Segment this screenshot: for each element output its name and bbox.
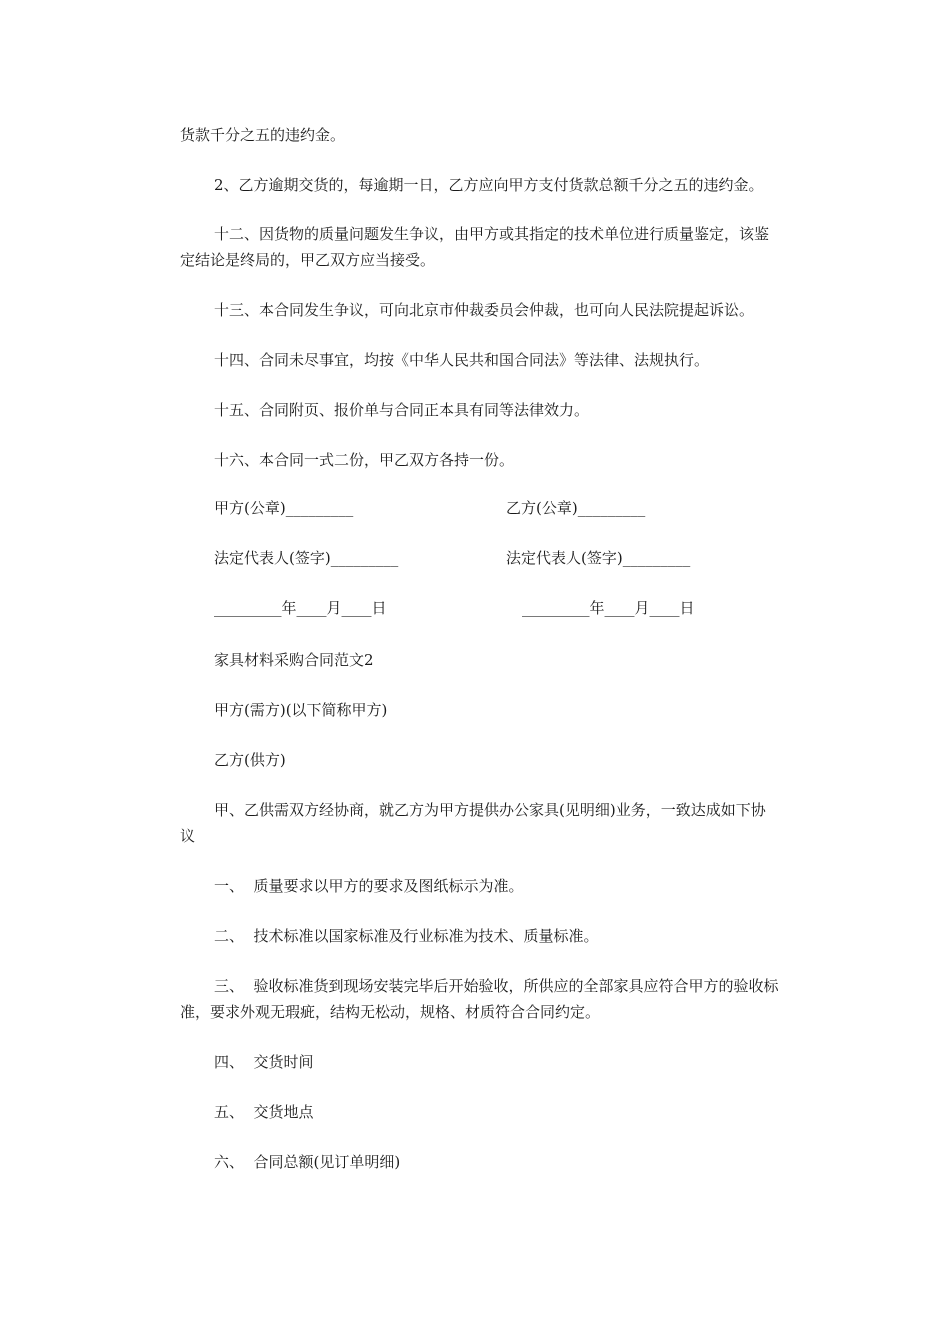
- party-b-date: _________年____月____日: [522, 599, 695, 617]
- agreement-intro: 甲、乙供需双方经协商，就乙方为甲方提供办公家具(见明细)业务，一致达成如下协议: [180, 801, 766, 845]
- signature-representative-row: [214, 547, 780, 573]
- paragraph-late-delivery: 2、乙方逾期交货的，每逾期一日，乙方应向甲方支付货款总额千分之五的违约金。: [214, 176, 764, 194]
- clause-delivery-place: 五、 交货地点: [214, 1103, 314, 1121]
- paragraph-clause-12: 十二、因货物的质量问题发生争议，由甲方或其指定的技术单位进行质量鉴定，该鉴定结论是终局的，甲乙双方应当接受。: [180, 225, 770, 269]
- paragraph-clause-15: 十五、合同附页、报价单与合同正本具有同等法律效力。: [214, 401, 590, 419]
- party-a-seal: 甲方(公章)_________: [214, 499, 354, 517]
- party-a-line: 甲方(需方)(以下简称甲方): [214, 701, 388, 719]
- party-a-date: _________年____月____日: [214, 599, 387, 617]
- signature-date-row: [214, 597, 780, 623]
- party-b-seal: 乙方(公章)_________: [506, 499, 646, 517]
- clause-contract-total: 六、 合同总额(见订单明细): [214, 1153, 401, 1171]
- clause-quality: 一、 质量要求以甲方的要求及图纸标示为准。: [214, 877, 524, 895]
- paragraph-clause-13: 十三、本合同发生争议，可向北京市仲裁委员会仲裁，也可向人民法院提起诉讼。: [214, 301, 755, 319]
- paragraph-clause-16: 十六、本合同一式二份，甲乙双方各持一份。: [214, 451, 515, 469]
- paragraph-clause-14: 十四、合同未尽事宜，均按《中华人民共和国合同法》等法律、法规执行。: [214, 351, 710, 369]
- signature-seal-row: [214, 497, 780, 523]
- clause-delivery-time: 四、 交货时间: [214, 1053, 314, 1071]
- clause-technical-standard: 二、 技术标准以国家标准及行业标准为技术、质量标准。: [214, 927, 599, 945]
- party-b-representative: 法定代表人(签字)_________: [506, 549, 691, 567]
- party-b-line: 乙方(供方): [214, 751, 286, 769]
- document-body: [180, 122, 780, 1175]
- section-title: 家具材料采购合同范文2: [214, 651, 374, 669]
- clause-acceptance: 三、 验收标准货到现场安装完毕后开始验收，所供应的全部家具应符合甲方的验收标准，要求外观无瑕疵，结构无松动，规格、材质符合合同约定。: [180, 977, 779, 1021]
- paragraph-penalty-continued: 货款千分之五的违约金。: [180, 126, 346, 144]
- party-a-representative: 法定代表人(签字)_________: [214, 549, 399, 567]
